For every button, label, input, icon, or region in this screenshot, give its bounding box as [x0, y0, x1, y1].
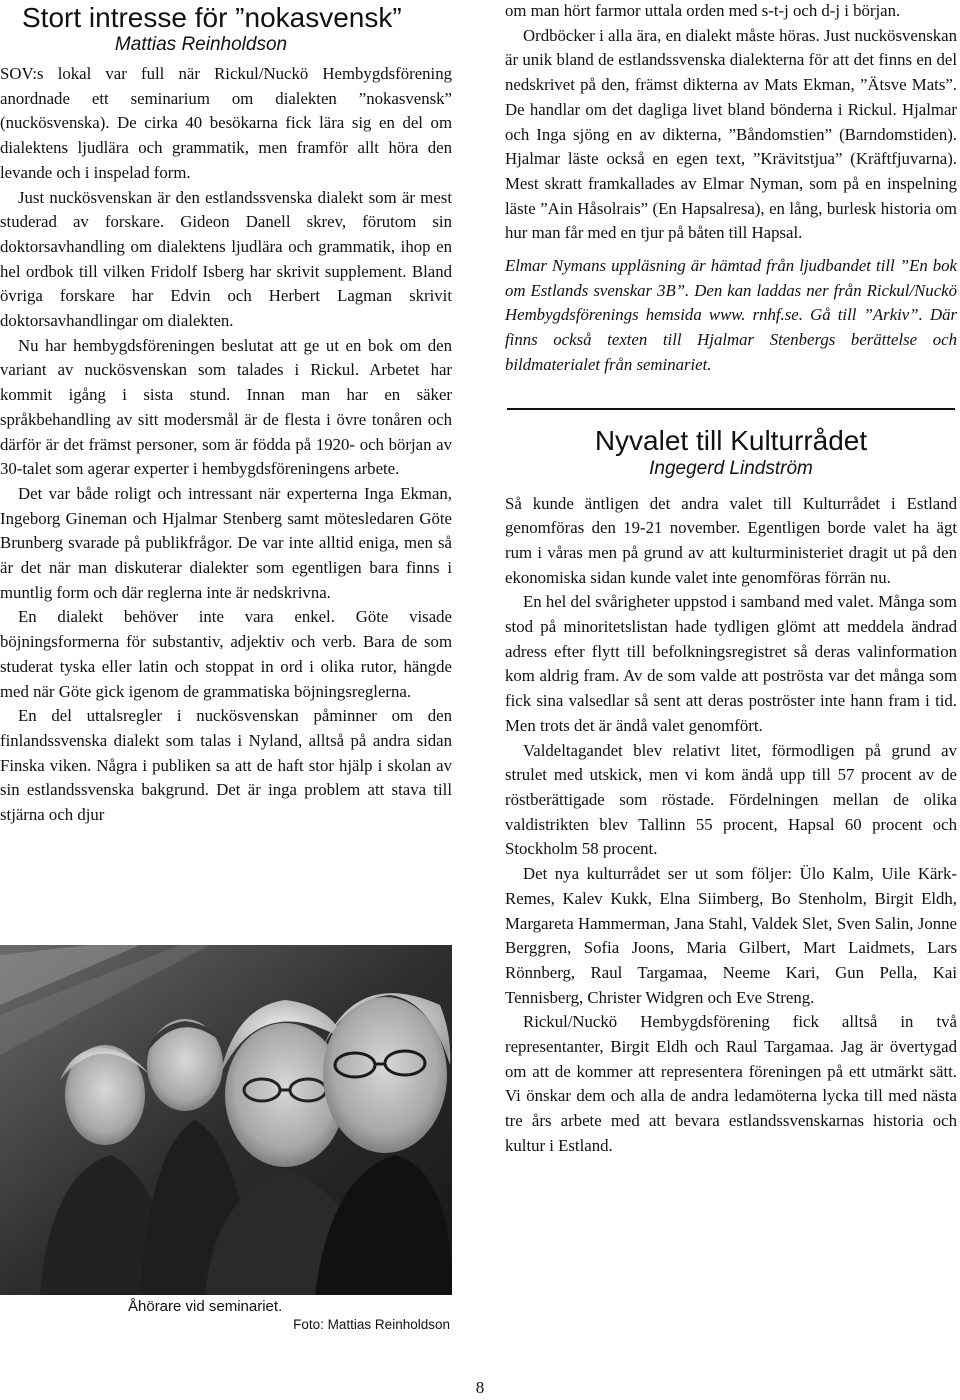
- article-paragraph: Det nya kulturrådet ser ut som följer: Ülo Kalm, Uile Kärk-Remes, Kalev Kukk, Elna Siimberg, Bo Stenholm, Birgit Eldh, Margareta Hammerman, Jana Stahl, Valdek Slet, Sven Salin, Jonne Berggren, Sofia Joons, Maria Gilbert, Mart Laidmets, Lars Rönnberg, Raul Targamaa, Neeme Kari, Gun Pella, Kai Tennisberg, Christer Widgren och Eve Streng.: [505, 864, 957, 1007]
- article-paragraph: Rickul/Nuckö Hembygdsförening fick alltså in två representanter, Birgit Eldh och Raul Targamaa. Jag är övertygad om att de kommer att representera föreningen på ett utmärkt sätt. Vi önskar dem och alla de andra ledamöterna lycka till med nästa tre års arbete med att bevara estlandssvenskarnas historia och kultur i Estland.: [505, 1012, 957, 1155]
- article-paragraph: Det var både roligt och intressant när experterna Inga Ekman, Ingeborg Gineman och Hjalmar Stenberg samt mötesledaren Göte Brunberg svarade på publikfrågor. De var inte alltid eniga, men så är det när man diskuterar dialekter som egentligen bara finns i muntlig form och där reglerna inte är nedskrivna.: [0, 483, 452, 602]
- photo-caption: Åhörare vid seminariet.: [128, 1298, 283, 1315]
- section-divider: [507, 408, 955, 410]
- left-column: [0, 0, 452, 828]
- photo-credit: Foto: Mattias Reinholdson: [293, 1317, 450, 1332]
- page-number: 8: [475, 1378, 485, 1397]
- article-paragraph-continued: om man hört farmor uttala orden med s-t-j och d-j i början.: [505, 1, 901, 20]
- article-paragraph: Just nuckösvenskan är den estlandssvenska dialekt som är mest studerad av forskare. Gideon Danell skrev, förutom sin doktorsavhandling om dialektens ljudlära och grammatik, ihop en hel ordbok till vilken Fridolf Isberg har skrivit supplement. Bland övriga forskare har Edvin och Herbert Lagman skrivit doktorsavhandlingar om dialekten.: [0, 187, 452, 331]
- photo-caption-block: [0, 1297, 452, 1334]
- article-paragraph: Nu har hembygdsföreningen beslutat att ge ut en bok om den variant av nuckösvenskan som talades i Rickul. Arbetet har kommit igång i sista stund. Innan man har en säker språkbehandling av sitt modersmål är de flesta i övre tonåren och därför är det främst personer, som är födda på 1920- och början av 30-talet som agerar experter i hembygdsföreningens arbete.: [0, 335, 452, 479]
- article-paragraph: Ordböcker i alla ära, en dialekt måste höras. Just nuckösvenskan är unik bland de estlandssvenska dialekterna för att det finns en del nedskrivet på den, främst dikterna av Mats Ekman, ”Ätsve Mats”. De handlar om det dagliga livet bland bönderna i Rickul. Hjalmar och Inga sjöng en av dikterna, ”Båndomstien” (Barndomstiden). Hjalmar läste också en egen text, ”Krävitstjua” (Kräftfjuvarna). Mest skratt framkallades av Elmar Nyman, som på en inspelning läste ”Ain Håsolrais” (En Hapsalresa), en lång, burlesk historia om hur man får med en tjur på båten till Hapsal.: [505, 25, 957, 243]
- article-byline: Mattias Reinholdson: [114, 34, 288, 55]
- article-paragraph: Valdeltagandet blev relativt litet, förmodligen på grund av strulet med utskick, men vi kom ändå upp till 57 procent av de röstberättigade som röstade. Fördelningen mellan de olika valdistrikten blev Tallinn 55 procent, Hapsal 60 procent och Stockholm 58 procent.: [505, 740, 957, 859]
- article-paragraph: SOV:s lokal var full när Rickul/Nuckö Hembygdsförening anordnade ett seminarium om dialekten ”nokasvensk” (nuckösvenska). De cirka 40 besökarna fick lära sig en del om dialektens ljudlära och grammatik, men framför allt höra den levande och i inspelad form.: [0, 64, 452, 182]
- article-paragraph: En del uttalsregler i nuckösvenskan påminner om den finlandssvenska dialekt som talas i Nyland, alltså på andra sidan Finska viken. Några i publiken sa att de haft stor hjälp i skolan av sin estlandssvenska bakgrund. Det är inga problem att stava till stjärna och djur: [0, 706, 452, 825]
- article-paragraph: En hel del svårigheter uppstod i samband med valet. Många som stod på minoritetslistan hade tydligen glömt att meddela ändrad adress efter flytt till befolkningsregistret så deras valinformation kom aldrig fram. Av de som valde att poströsta var det många som fick sina valsedlar så sent att deras poströster inte hann fram i tid. Men trots det är ändå valet genomfört.: [505, 592, 957, 735]
- article-paragraph: Så kunde äntligen det andra valet till Kulturrådet i Estland genomföras den 19-21 november. Egentligen borde valet ha ägt rum i våras men på grund av att kulturministeriet dragit ut på den ekonomiska sidan kunde valet inte genomföras förrän nu.: [505, 493, 957, 587]
- article-paragraph: En dialekt behöver inte vara enkel. Göte visade böjningsformerna för substantiv, adjektiv och verb. Bara de som studerat tyska eller latin och stoppat in ord i olika rutor, hängde med när Göte gick igenom de grammatiska böjningsreglerna.: [0, 607, 452, 701]
- right-column: [505, 0, 957, 1159]
- article-byline: Ingegerd Lindström: [649, 457, 813, 479]
- article-note: Elmar Nymans uppläsning är hämtad från ljudbandet till ”En bok om Estlands svenskar 3B”. Den kan laddas ner från Rickul/Nuckö Hembygdsförenings hemsida www. rnhf.se. Gå till ”Arkiv”. Där finns också texten till Hjalmar Stenbergs berättelse och bildmaterialet från seminariet.: [505, 256, 957, 374]
- article-title: Stort intresse för ”nokasvensk”: [22, 2, 402, 33]
- seminar-audience-photo: [0, 945, 452, 1295]
- article-title: Nyvalet till Kulturrådet: [594, 424, 868, 456]
